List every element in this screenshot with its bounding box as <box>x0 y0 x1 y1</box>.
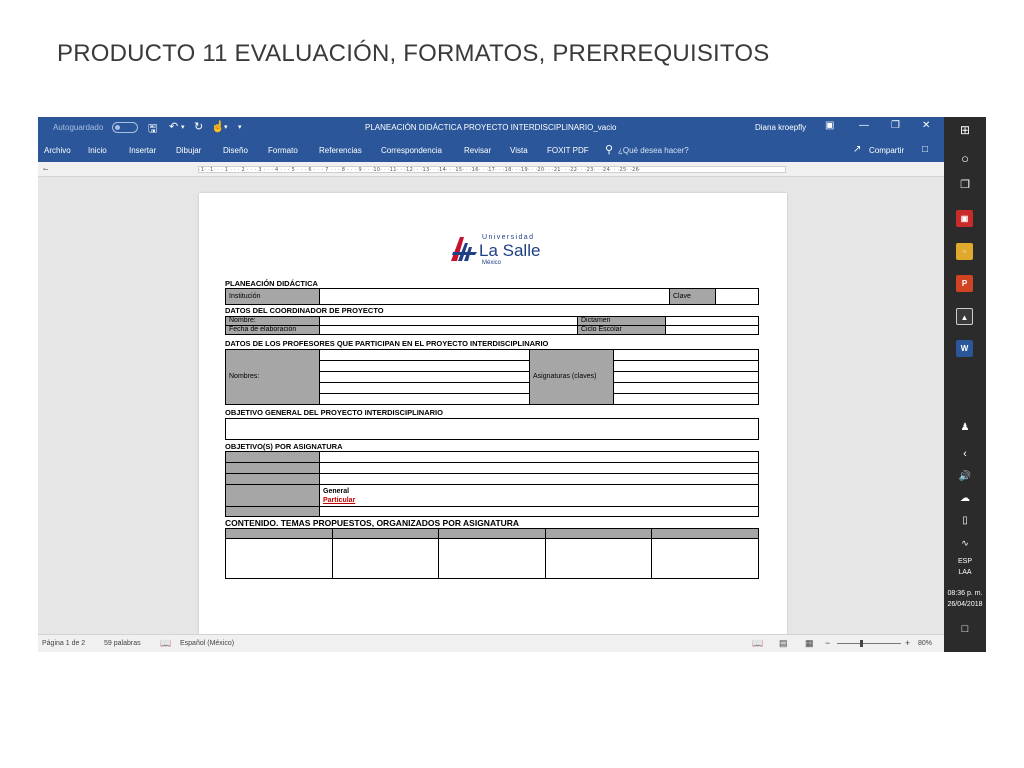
profesor-nombre-field[interactable] <box>320 350 530 361</box>
ruler-scale[interactable]: ·1· ·1· · · 1 · · · 2 · · · 3 · · · 4 · · · 5 · · · 6 · · · 7 · · · 8 · · · 9 · · ·10· · ·11· · ·12· · ·13· · ·14· · ·15· · ·16· · ·17· · ·18· · ·19· · ·20· · ·21· · ·22· · ·23· · ·24· · ·25· ·26· <box>198 166 786 173</box>
logo-universidad: Universidad <box>482 234 535 241</box>
autosave-toggle[interactable] <box>112 122 138 133</box>
profesor-nombre-field[interactable] <box>320 383 530 394</box>
ribbon-display-icon[interactable]: ▣ <box>825 120 835 131</box>
asignatura-cell <box>226 507 320 517</box>
asignatura-field[interactable] <box>614 383 759 394</box>
contenido-field[interactable] <box>545 539 652 579</box>
tab-vista[interactable]: Vista <box>510 146 528 155</box>
tab-inicio[interactable]: Inicio <box>88 146 107 155</box>
nombres-label: Nombres: <box>226 350 320 405</box>
close-icon[interactable]: ✕ <box>922 120 931 131</box>
logo-la-salle: La Salle <box>479 241 541 260</box>
print-layout-icon[interactable]: ▤ <box>779 638 788 648</box>
document-background-left <box>38 177 198 634</box>
gift-app-icon[interactable]: ▣ <box>956 210 973 227</box>
clave-field[interactable] <box>716 289 759 305</box>
asignatura-field[interactable] <box>614 372 759 383</box>
minimize-icon[interactable]: — <box>859 120 869 131</box>
lightbulb-icon: ⚲ <box>605 144 614 156</box>
fecha-field[interactable] <box>320 326 578 335</box>
clock-date[interactable]: 26/04/2018 <box>947 601 983 608</box>
tab-archivo[interactable]: Archivo <box>44 146 71 155</box>
heading-objetivo-general: OBJETIVO GENERAL DEL PROYECTO INTERDISCIPLINARIO <box>225 408 443 417</box>
powerpoint-icon[interactable]: P <box>956 275 973 292</box>
profesores-table <box>225 349 759 405</box>
heading-profesores: DATOS DE LOS PROFESORES QUE PARTICIPAN EN EL PROYECTO INTERDISCIPLINARIO <box>225 339 549 348</box>
ciclo-label: Ciclo Escolar <box>578 326 666 335</box>
tab-correspondencia[interactable]: Correspondencia <box>381 146 442 155</box>
asignatura-cell <box>226 452 320 463</box>
contenido-field[interactable] <box>226 539 333 579</box>
zoom-out-icon[interactable]: − <box>825 638 831 648</box>
title-bar <box>38 117 944 139</box>
word-icon[interactable]: W <box>956 340 973 357</box>
word-window <box>38 117 944 652</box>
contenido-field[interactable] <box>439 539 546 579</box>
heading-contenido: CONTENIDO. TEMAS PROPUESTOS, ORGANIZADOS POR ASIGNATURA <box>225 518 520 528</box>
tab-selector-icon[interactable]: ⌙ <box>43 166 49 173</box>
institucion-field[interactable] <box>320 289 670 305</box>
institucion-label: Institución <box>226 289 320 305</box>
objetivo-asignatura-field[interactable] <box>320 452 759 463</box>
zoom-slider[interactable] <box>837 643 901 644</box>
autosave-label: Autoguardado <box>53 123 104 132</box>
tab-insertar[interactable]: Insertar <box>129 146 157 155</box>
nombre-label: Nombre: <box>226 317 320 326</box>
heading-objetivos-asignatura: OBJETIVO(S) POR ASIGNATURA <box>225 442 343 451</box>
proofing-icon[interactable]: 📖 <box>160 638 172 648</box>
language-layout[interactable]: LAA <box>958 569 972 576</box>
comments-icon[interactable]: □ <box>922 144 929 155</box>
clave-label: Clave <box>670 289 716 305</box>
customize-qat-icon[interactable]: ▾ <box>238 124 242 131</box>
ciclo-field[interactable] <box>666 326 759 335</box>
language-indicator[interactable]: ESP <box>957 558 972 565</box>
tab-diseno[interactable]: Diseño <box>223 146 248 155</box>
cortana-icon[interactable]: ○ <box>961 151 969 166</box>
save-icon[interactable]: 🖫 <box>148 123 158 135</box>
objetivo-general-field[interactable] <box>226 419 759 440</box>
tab-revisar[interactable]: Revisar <box>464 146 492 155</box>
heading-coordinador: DATOS DEL COORDINADOR DE PROYECTO <box>225 306 384 315</box>
logo-mexico: México <box>482 260 502 266</box>
contenido-header-cell <box>332 529 439 539</box>
asignatura-field[interactable] <box>614 350 759 361</box>
wifi-icon[interactable]: ∿ <box>961 538 969 548</box>
chevron-left-icon[interactable]: ‹ <box>963 448 967 460</box>
document-title: PLANEACIÓN DIDÁCTICA PROYECTO INTERDISCIPLINARIO_vacio <box>365 123 617 132</box>
asignatura-cell <box>226 474 320 485</box>
nombre-field[interactable] <box>320 317 578 326</box>
contenido-header-cell <box>652 529 759 539</box>
tell-me-search[interactable]: ¿Qué desea hacer? <box>618 146 689 155</box>
coordinador-table <box>225 316 759 335</box>
onedrive-icon[interactable]: ☁ <box>960 493 970 504</box>
zoom-in-icon[interactable]: + <box>905 638 911 648</box>
zoom-level[interactable]: 80% <box>918 640 933 647</box>
zoom-slider-thumb[interactable] <box>860 640 863 647</box>
notifications-icon[interactable]: □ <box>961 623 969 635</box>
objetivo-asignatura-field[interactable] <box>320 474 759 485</box>
particular-label: Particular <box>323 496 356 504</box>
photos-icon[interactable]: ▲ <box>956 308 973 325</box>
profesor-nombre-field[interactable] <box>320 372 530 383</box>
asignatura-field[interactable] <box>614 361 759 372</box>
touch-dropdown-icon[interactable]: ▾ <box>224 124 228 131</box>
general-particular-cell[interactable] <box>320 485 759 507</box>
profesor-nombre-field[interactable] <box>320 361 530 372</box>
file-explorer-icon[interactable]: ▫ <box>956 243 973 260</box>
undo-icon[interactable]: ↶ <box>169 121 179 133</box>
task-view-icon[interactable]: ❐ <box>960 179 970 191</box>
redo-icon[interactable]: ↻ <box>194 121 204 133</box>
profesor-nombre-field[interactable] <box>320 394 530 405</box>
objetivo-asignatura-field[interactable] <box>320 507 759 517</box>
general-label: General <box>323 487 350 495</box>
ribbon-tabs <box>38 139 944 162</box>
la-salle-logo <box>449 233 569 267</box>
page-count[interactable]: Página 1 de 2 <box>42 640 86 647</box>
dictamen-label: Dictamen <box>578 317 666 326</box>
contenido-header-cell <box>545 529 652 539</box>
slide-title: PRODUCTO 11 EVALUACIÓN, FORMATOS, PRERREQUISITOS <box>57 40 770 67</box>
asignatura-cell <box>226 463 320 474</box>
fecha-label: Fecha de elaboración <box>226 326 320 335</box>
horizontal-ruler[interactable] <box>38 162 944 177</box>
volume-icon[interactable]: 🔊 <box>958 471 972 482</box>
battery-icon[interactable]: ▯ <box>962 515 968 526</box>
contenido-table <box>225 528 759 579</box>
asignatura-cell <box>226 485 320 507</box>
touch-mode-icon[interactable]: ☝ <box>211 121 225 133</box>
dictamen-field[interactable] <box>666 317 759 326</box>
word-count[interactable]: 59 palabras <box>104 640 141 647</box>
share-button[interactable]: Compartir <box>869 146 905 155</box>
people-icon[interactable]: ♟ <box>960 422 970 433</box>
windows-icon[interactable]: ⊞ <box>959 123 971 137</box>
share-icon: ↗ <box>853 144 862 155</box>
status-bar <box>38 634 944 652</box>
tab-foxit-pdf[interactable]: FOXIT PDF <box>547 146 589 155</box>
heading-planeacion: PLANEACIÓN DIDÁCTICA <box>225 279 318 288</box>
contenido-field[interactable] <box>652 539 759 579</box>
undo-dropdown-icon[interactable]: ▾ <box>181 124 185 131</box>
planeacion-table <box>225 288 759 305</box>
tab-formato[interactable]: Formato <box>268 146 298 155</box>
windows-taskbar <box>944 117 986 652</box>
document-page[interactable] <box>199 193 787 635</box>
tab-dibujar[interactable]: Dibujar <box>176 146 202 155</box>
asignatura-field[interactable] <box>614 394 759 405</box>
contenido-header-cell <box>226 529 333 539</box>
tab-referencias[interactable]: Referencias <box>319 146 362 155</box>
read-mode-icon[interactable]: 📖 <box>752 638 764 648</box>
objetivos-asignatura-table <box>225 451 759 517</box>
web-layout-icon[interactable]: ▦ <box>805 638 814 648</box>
asignaturas-label: Asignaturas (claves) <box>530 350 614 405</box>
user-name[interactable]: Diana kroepfly <box>755 123 807 132</box>
contenido-field[interactable] <box>332 539 439 579</box>
clock-time[interactable]: 08:36 p. m. <box>947 590 983 597</box>
restore-icon[interactable]: ❐ <box>891 120 900 131</box>
la-salle-star-icon <box>449 235 479 263</box>
objetivo-general-table <box>225 418 759 440</box>
contenido-header-cell <box>439 529 546 539</box>
objetivo-asignatura-field[interactable] <box>320 463 759 474</box>
language-status[interactable]: Español (México) <box>180 640 235 647</box>
